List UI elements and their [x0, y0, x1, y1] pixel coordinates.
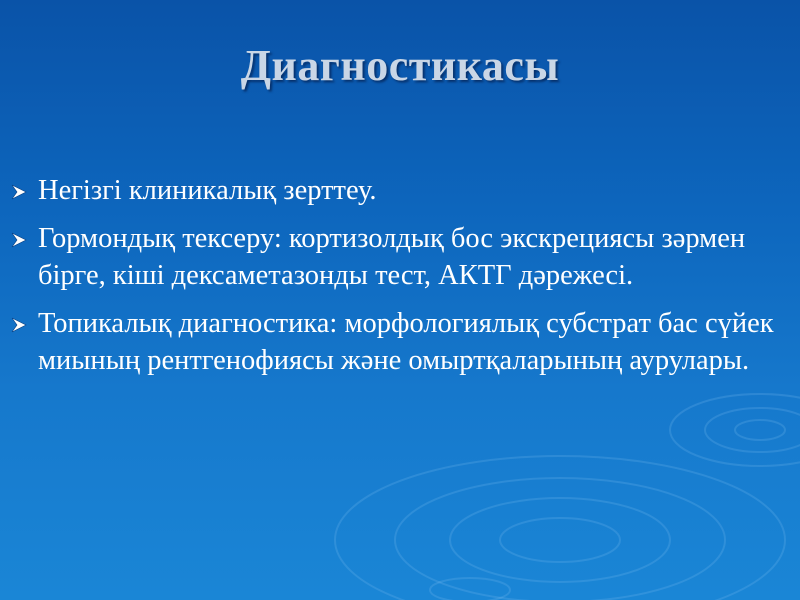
- bullet-text: Негізгі клиникалық зерттеу.: [38, 175, 377, 206]
- bullet-item: [8, 220, 788, 294]
- bullet-item: [8, 305, 788, 379]
- bullet-list: [8, 172, 788, 390]
- chevron-right-icon: [8, 220, 30, 257]
- bullet-text: Топикалық диагностика: морфологиялық субстрат бас сүйек миының рентгенофиясы және омыртқаларының аурулары.: [38, 308, 774, 376]
- chevron-right-icon: [8, 172, 30, 209]
- bullet-text: Гормондық тексеру: кортизолдық бос экскрециясы зәрмен бірге, кіші дексаметазонды тест, АКТГ дәрежесі.: [38, 223, 746, 291]
- bullet-item: [8, 172, 788, 209]
- slide-title: Диагностикасы: [240, 41, 560, 90]
- chevron-right-icon: [8, 305, 30, 342]
